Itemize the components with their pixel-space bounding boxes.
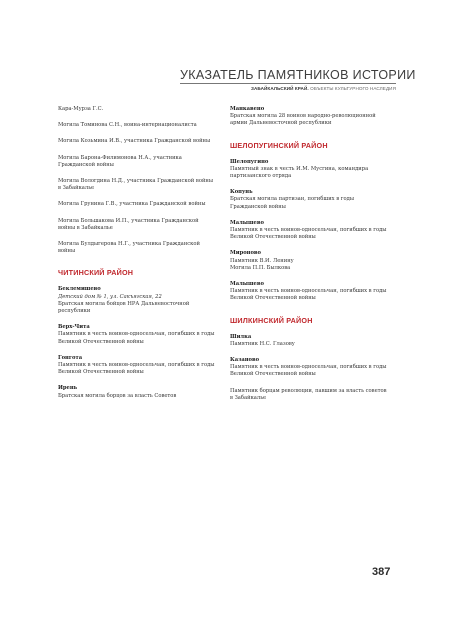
list-item: Малышево Памятник в честь воинов-односельчан, погибших в годы Великой Отечественной войны bbox=[230, 220, 420, 242]
list-item: Малышево Памятник в честь воинов-односельчан, погибших в годы Великой Отечественной войны bbox=[230, 281, 420, 303]
place-name: Казаново bbox=[230, 357, 260, 364]
header-subtitle-rest: ОБЪЕКТЫ КУЛЬТУРНОГО НАСЛЕДИЯ bbox=[310, 86, 396, 91]
place-name: Мироново bbox=[230, 250, 261, 257]
section-heading-shilka: ШИЛКИНСКИЙ РАЙОН bbox=[230, 315, 313, 325]
header-title: УКАЗАТЕЛЬ ПАМЯТНИКОВ ИСТОРИИ bbox=[180, 68, 416, 82]
header-subtitle bbox=[180, 86, 396, 91]
list-item: Беклемишево Детский дом № 1, ул. Сакъягская, 22 Братская могила бойцов НРА Дальневосточной республики bbox=[58, 286, 238, 315]
place-name: Шелопугино bbox=[230, 158, 269, 165]
place-name: Беклемишево bbox=[58, 286, 101, 293]
list-item: Шилка Памятник Н.С. Глазову bbox=[230, 334, 420, 348]
place-name: Ирень bbox=[58, 385, 78, 392]
intro-list bbox=[58, 106, 238, 255]
place-name: Шилка bbox=[230, 333, 252, 340]
place-name: Копунь bbox=[230, 189, 253, 196]
list-item: Копунь Братская могила партизан, погибших в годы Гражданской войны bbox=[230, 189, 420, 211]
list-item: Верх-Чита Памятник в честь воинов-односельчан, погибших в годы Великой Отечественной войны bbox=[58, 324, 238, 346]
header-rule bbox=[180, 83, 396, 84]
list-item: Могила Булдыгерова Н.Г., участника Гражданской войны bbox=[58, 241, 200, 255]
page-number: 387 bbox=[372, 566, 391, 578]
left-column bbox=[58, 106, 238, 409]
list-item: Могила Вологдина Н.Д., участника Гражданской войны в Забайкалье bbox=[58, 178, 213, 192]
place-name: Малышево bbox=[230, 281, 264, 288]
list-item: Ирень Братская могила борцов за власть Советов bbox=[58, 385, 238, 399]
list-item: Памятник борцам революции, павшим за власть советов в Забайкалье bbox=[230, 387, 387, 401]
list-item: Могила Козьмина И.В., участника Гражданской войны bbox=[58, 138, 211, 145]
list-item: Могила Томинова С.Н., воина-интернационалиста bbox=[58, 122, 197, 129]
list-item: Казаново Памятник в честь воинов-односельчан, погибших в годы Великой Отечественной войны bbox=[230, 357, 420, 379]
place-name: Манкавено bbox=[230, 106, 265, 112]
list-item: Гонгота Памятник в честь воинов-односельчан, погибших в годы Великой Отечественной войны bbox=[58, 355, 238, 377]
place-name: Гонгота bbox=[58, 354, 83, 361]
place-name: Верх-Чита bbox=[58, 324, 90, 331]
list-item: Могила Барона-Филимонова Н.А., участника Гражданской войны bbox=[58, 154, 182, 168]
header-subtitle-region: ЗАБАЙКАЛЬСКИЙ КРАЙ. bbox=[250, 86, 309, 91]
list-item: Мироново Памятник В.И. Ленину Могила П.П. Былкова bbox=[230, 250, 420, 272]
section-heading-chita: ЧИТИНСКИЙ РАЙОН bbox=[58, 268, 134, 278]
list-item: Манкавено Братская могила 28 воинов народно-революционной армии Дальневосточной республики bbox=[230, 106, 420, 128]
list-item: Шелопугино Памятный знак в честь И.М. Мусгина, командира партизанского отряда bbox=[230, 159, 420, 181]
address: Детский дом № 1, ул. Сакъягская, 22 bbox=[58, 293, 162, 300]
list-item: Кара-Мурза Г.С. bbox=[58, 106, 104, 112]
running-header bbox=[180, 68, 416, 91]
list-item: Могила Большакова И.П., участника Гражданской войны в Забайкалье bbox=[58, 217, 199, 231]
right-column bbox=[230, 106, 420, 411]
list-item: Могила Грунина Г.В., участника Гражданской войны bbox=[58, 201, 206, 208]
place-name: Малышево bbox=[230, 219, 264, 226]
section-heading-shelopugino: ШЕЛОПУГИНСКИЙ РАЙОН bbox=[230, 140, 328, 150]
